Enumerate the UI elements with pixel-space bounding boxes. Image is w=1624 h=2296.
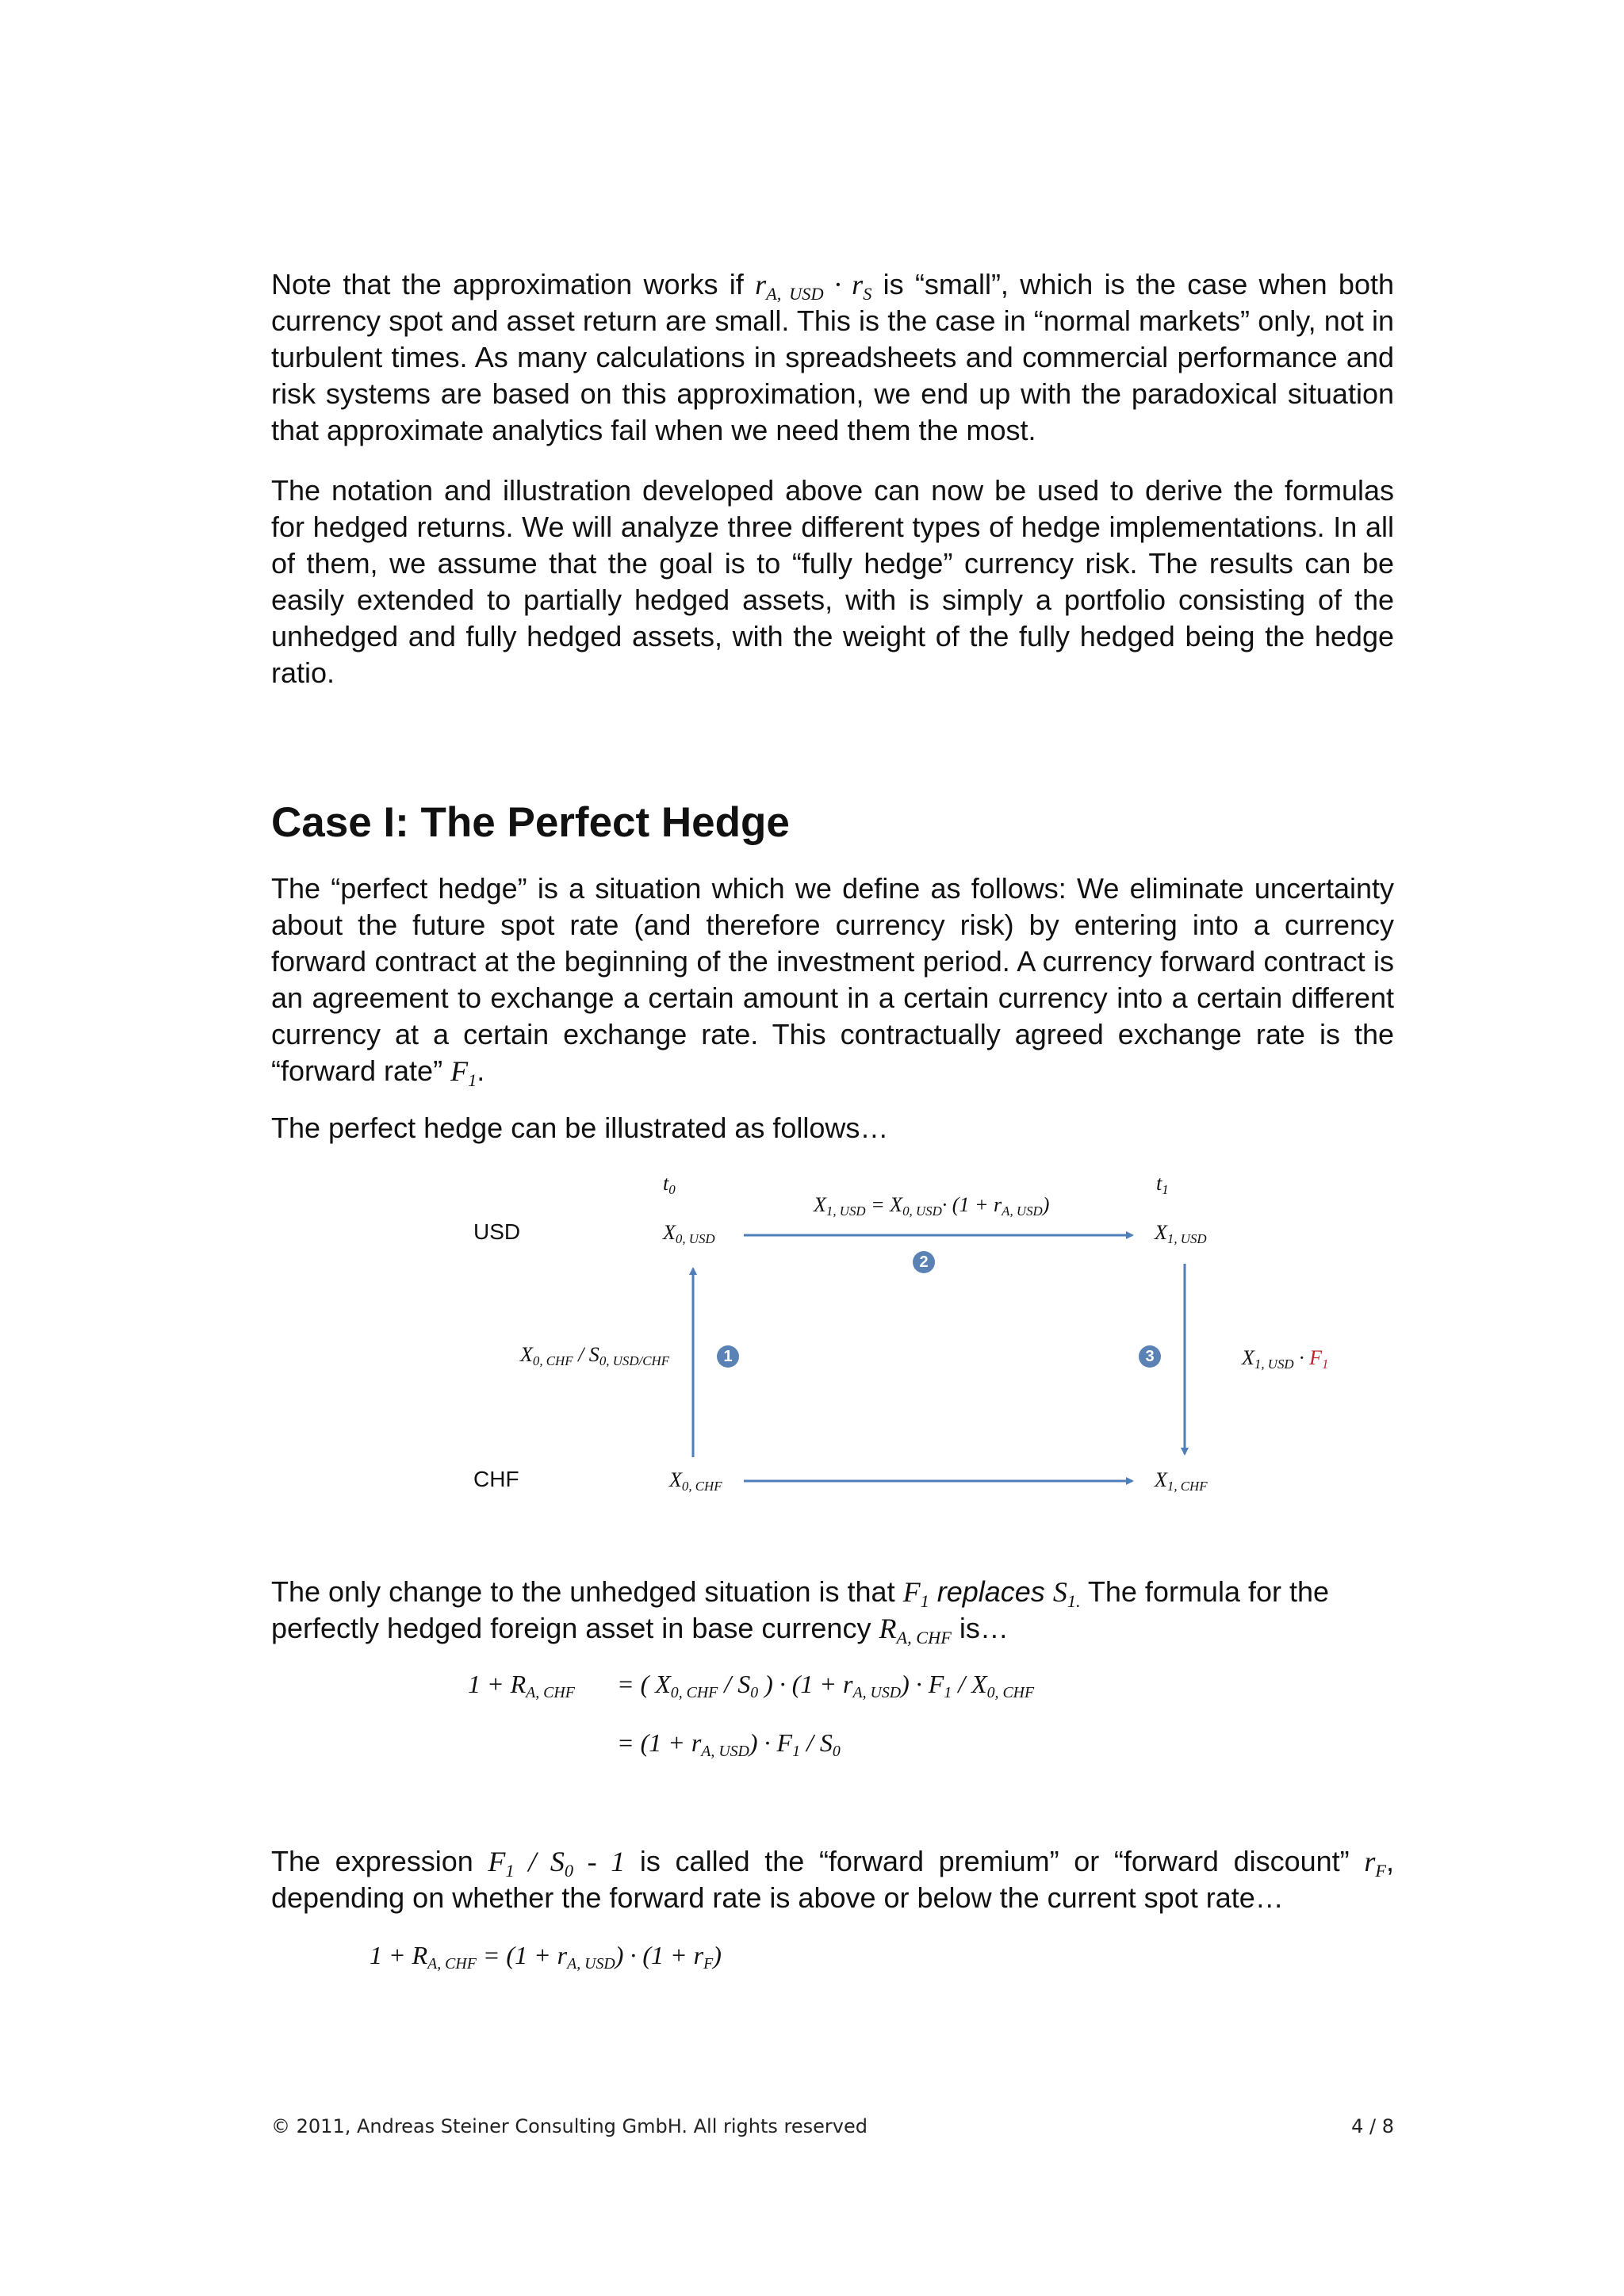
paragraph-text: The expression bbox=[271, 1845, 488, 1877]
paragraph-text: The only change to the unhedged situation is that bbox=[271, 1575, 903, 1608]
math-f1-over-s0: $F_1 / S_0 - 1$ bbox=[488, 1846, 626, 1881]
paragraph-text: The “perfect hedge” is a situation which we define as follows: We eliminate uncertainty about the future spot rate (and therefore currency risk) by entering into a currency forward contract at the beginning of the investment period. A currency forward contract is an agreement to exchange a certain amount in a certain currency into a certain different currency at a certain exchange rate. This contractually agreed exchange rate is the “forward rate” bbox=[271, 872, 1394, 1087]
node-x0-chf: $X_{0, CHF}$ bbox=[669, 1468, 722, 1494]
time-t1-label: $t_1$ bbox=[1156, 1172, 1169, 1198]
math-r-a-chf: $R_{A, CHF}$ bbox=[879, 1613, 952, 1648]
node-x1-chf: $X_{1, CHF}$ bbox=[1155, 1468, 1208, 1494]
math-r-s: $r_S$ bbox=[852, 269, 872, 304]
equation-1-rhs: = ( $X_{0, CHF} / S_0$ ) · $(1 + r_{A, USD}) \cdot F_1 / X_{0, CHF}$ bbox=[617, 1670, 1035, 1701]
paragraph-text: , depending on whether the forward rate is above or below the current spot rate… bbox=[271, 1845, 1394, 1914]
math-dot: · bbox=[823, 269, 852, 300]
paragraph-forward-premium bbox=[271, 1843, 1394, 1916]
heading-case-1: Case I: The Perfect Hedge bbox=[271, 799, 790, 846]
paragraph-text: The notation and illustration developed above can now be used to derive the formulas for hedged returns. We will analyze three different types of hedge implementations. In all of them, we assume that the goal is to “fully hedge” currency risk. The results can be easily extended to partially hedged assets, with is simply a portfolio consisting of the unhedged and fully hedged assets, with the weight of the fully hedged being the hedge ratio. bbox=[271, 474, 1394, 689]
math-f1: $F_1$ bbox=[450, 1055, 477, 1091]
node-x0-usd: $X_{0, USD}$ bbox=[663, 1221, 715, 1247]
equation-3: $1 + R_{A, CHF} = (1 + r_{A, USD}) \cdot (1 + r_F)$ bbox=[370, 1941, 722, 1973]
math-r-f: $r_F$ bbox=[1364, 1846, 1386, 1881]
math-r-a-usd: $r_{A, USD}$ bbox=[755, 269, 824, 304]
time-t0-label: $t_0$ bbox=[663, 1172, 676, 1198]
usd-row-label: USD bbox=[473, 1219, 521, 1244]
step-1-badge: 1 bbox=[717, 1345, 739, 1368]
paragraph-only-change bbox=[271, 1574, 1394, 1647]
paragraph-text-italic: replaces bbox=[929, 1575, 1053, 1608]
math-s1: $S_{1.}$ bbox=[1052, 1576, 1081, 1612]
footer-page-number: 4 / 8 bbox=[1351, 2115, 1394, 2137]
equation-2: = $(1 + r_{A, USD}) \cdot F_1 / S_0$ bbox=[617, 1728, 841, 1760]
paragraph-text: The perfect hedge can be illustrated as follows… bbox=[271, 1112, 889, 1144]
paragraph-text: Note that the approximation works if bbox=[271, 268, 756, 300]
equation-1-lhs: $1 + R_{A, CHF}$ bbox=[468, 1670, 575, 1701]
footer-copyright: © 2011, Andreas Steiner Consulting GmbH. All rights reserved bbox=[271, 2115, 868, 2137]
step-2-badge: 2 bbox=[913, 1251, 935, 1273]
paragraph-text: is “small”, which is the case when both currency spot and asset return are small. This is the case in “normal markets” only, not in turbulent times. As many calculations in spreadsheets and commercial performance and risk systems are based on this approximation, we end up with the paradoxical situation that approximate analytics fail when we need them the most. bbox=[271, 268, 1394, 446]
node-x1-usd: $X_{1, USD}$ bbox=[1155, 1221, 1207, 1247]
paragraph-text: The formula for the perfectly hedged foreign asset in base currency bbox=[271, 1575, 1330, 1644]
right-arrow-formula: $X_{1, USD} \cdot F_1$ bbox=[1242, 1346, 1329, 1372]
left-arrow-formula: $X_{0, CHF} / S_{0, USD/CHF}$ bbox=[520, 1343, 670, 1369]
paragraph-text: is called the “forward premium” or “forward discount” bbox=[625, 1845, 1365, 1877]
punctuation: . bbox=[477, 1054, 485, 1087]
paragraph-text: is… bbox=[951, 1612, 1009, 1644]
top-arrow-formula: $X_{1, USD} = X_{0, USD}\cdot (1 + r_{A, USD})$ bbox=[814, 1193, 1050, 1219]
chf-row-label: CHF bbox=[473, 1467, 519, 1491]
forward-rate-f1: $F_1$ bbox=[1309, 1346, 1329, 1372]
math-f1: $F_1$ bbox=[902, 1576, 929, 1612]
step-3-badge: 3 bbox=[1139, 1345, 1161, 1368]
